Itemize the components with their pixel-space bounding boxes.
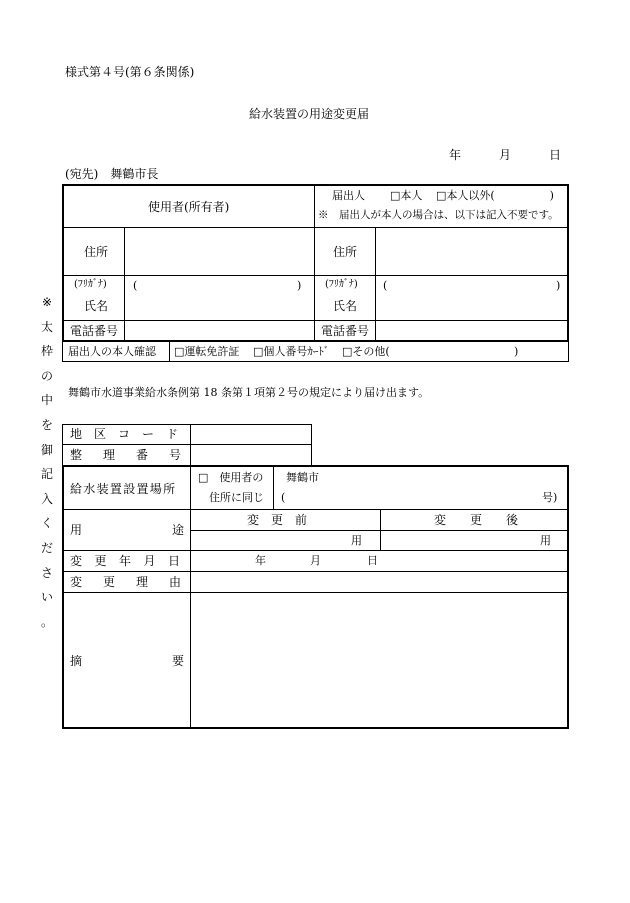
location-paren-open: ( [281,491,286,504]
owner-label-col-right [375,228,376,341]
owner-row-divider-1 [63,227,568,228]
filer-address-label: 住所 [333,245,358,259]
side-note-char: 御 [40,442,53,457]
side-note-char: 入 [40,491,53,506]
filer-self-checkbox[interactable]: □本人 [390,189,423,202]
owner-furigana-paren-open: ( [133,279,138,292]
owner-phone-field[interactable] [126,322,313,340]
id-mynumber-checkbox[interactable]: □個人番号ｶｰﾄﾞ [253,345,330,358]
side-note-char: さ [40,565,53,580]
details-row-divider-3 [63,571,568,572]
id-license-checkbox[interactable]: □運転免許証 [174,345,240,358]
location-label: 給水装置設置場所 [70,482,177,496]
owner-furigana-paren-close: ) [297,279,302,292]
filer-note: ※ 届出人が本人の場合は、以下は記入不要です。 [318,209,559,221]
details-label-col [190,466,191,728]
usage-before-after-divider [380,510,381,550]
codes-row-divider [63,444,311,445]
usage-label-1: 用 [70,523,83,537]
side-note-char: く [40,516,53,531]
same-as-user-line2: 住所に同じ [209,491,264,504]
details-row-divider-1 [63,509,568,510]
change-reason-label: 変更理由 [70,575,203,589]
id-other-checkbox[interactable]: □その他( [342,345,390,358]
side-note-char: 中 [40,393,53,408]
owner-row-divider-3 [63,320,568,321]
filer-furigana-label: (ﾌﾘｶﾞﾅ) [325,279,358,290]
filer-address-field[interactable] [377,229,567,274]
management-number-label: 整理番号 [70,448,203,462]
identity-check-label: 届出人の本人確認 [68,345,156,358]
owner-divider-vertical [314,185,315,341]
side-note-char: 太 [40,319,53,334]
change-date-month: 月 [310,554,321,567]
side-note-char: い [40,590,53,605]
form-number: 様式第４号(第６条関係) [65,65,195,79]
id-other-paren-close: ) [514,345,519,358]
summary-label-2: 要 [172,654,185,668]
owner-name-label: 氏名 [84,299,109,313]
change-reason-field[interactable] [192,573,567,591]
filer-other-checkbox[interactable]: □本人以外( ) [436,189,554,202]
owner-row-divider-2 [63,275,568,276]
side-note-char: だ [40,540,53,555]
addressee: (宛先) 舞鶴市長 [65,167,159,181]
after-use-field[interactable] [382,532,532,549]
date-year-label: 年 [449,148,462,162]
after-use-suffix: 用 [540,534,551,547]
district-code-field[interactable] [192,426,310,443]
before-change-header: 変 更 前 [247,513,308,527]
owner-name-field[interactable] [126,277,313,319]
owner-phone-label: 電話番号 [70,324,119,338]
location-field[interactable] [288,488,538,506]
change-date-day: 日 [367,554,378,567]
same-as-user-checkbox[interactable]: □ 使用者の [198,471,264,484]
owner-label-col-left [124,228,125,341]
before-use-field[interactable] [192,532,342,549]
management-number-field[interactable] [192,446,310,464]
identity-check-divider [169,342,170,361]
filer-name-label: 氏名 [333,299,358,313]
after-change-header: 変 更 後 [434,513,519,527]
side-note-vertical [40,290,54,634]
district-code-label: 地区コード [70,427,191,441]
before-use-suffix: 用 [351,534,362,547]
date-month-label: 月 [499,148,512,162]
location-number-suffix: 号) [542,491,558,504]
side-note-char: の [40,368,53,383]
filer-furigana-paren-close: ) [556,279,561,292]
summary-label-1: 摘 [70,654,83,668]
filer-furigana-paren-open: ( [383,279,388,292]
side-note-char: 枠 [40,344,53,359]
side-note-char: を [40,417,53,432]
change-date-year: 年 [255,554,266,567]
side-note-char: 。 [40,614,53,629]
owner-address-label: 住所 [84,245,109,259]
change-date-label: 変更年月日 [70,554,193,568]
details-row-divider-2 [63,550,568,551]
form-title: 給水装置の用途変更届 [249,107,370,121]
owner-furigana-label: (ﾌﾘｶﾞﾅ) [74,279,107,290]
statement: 舞鶴市水道事業給水条例第 18 条第１項第２号の規定により届け出ます。 [68,386,430,399]
filer-phone-label: 電話番号 [321,324,370,338]
change-date-field[interactable] [192,552,567,570]
details-row-divider-4 [63,592,568,593]
date-day-label: 日 [549,148,562,162]
filer-label: 届出人 [332,189,365,202]
location-city: 舞鶴市 [286,471,319,484]
filer-phone-field[interactable] [377,322,567,340]
owner-address-field[interactable] [126,229,313,274]
filer-name-field[interactable] [377,277,567,319]
summary-field[interactable] [192,594,567,727]
side-note-char: 記 [40,467,53,482]
usage-label-2: 途 [172,523,185,537]
same-address-divider [273,466,274,509]
side-note-char: ※ [41,295,53,309]
owner-header: 使用者(所有者) [148,200,230,214]
